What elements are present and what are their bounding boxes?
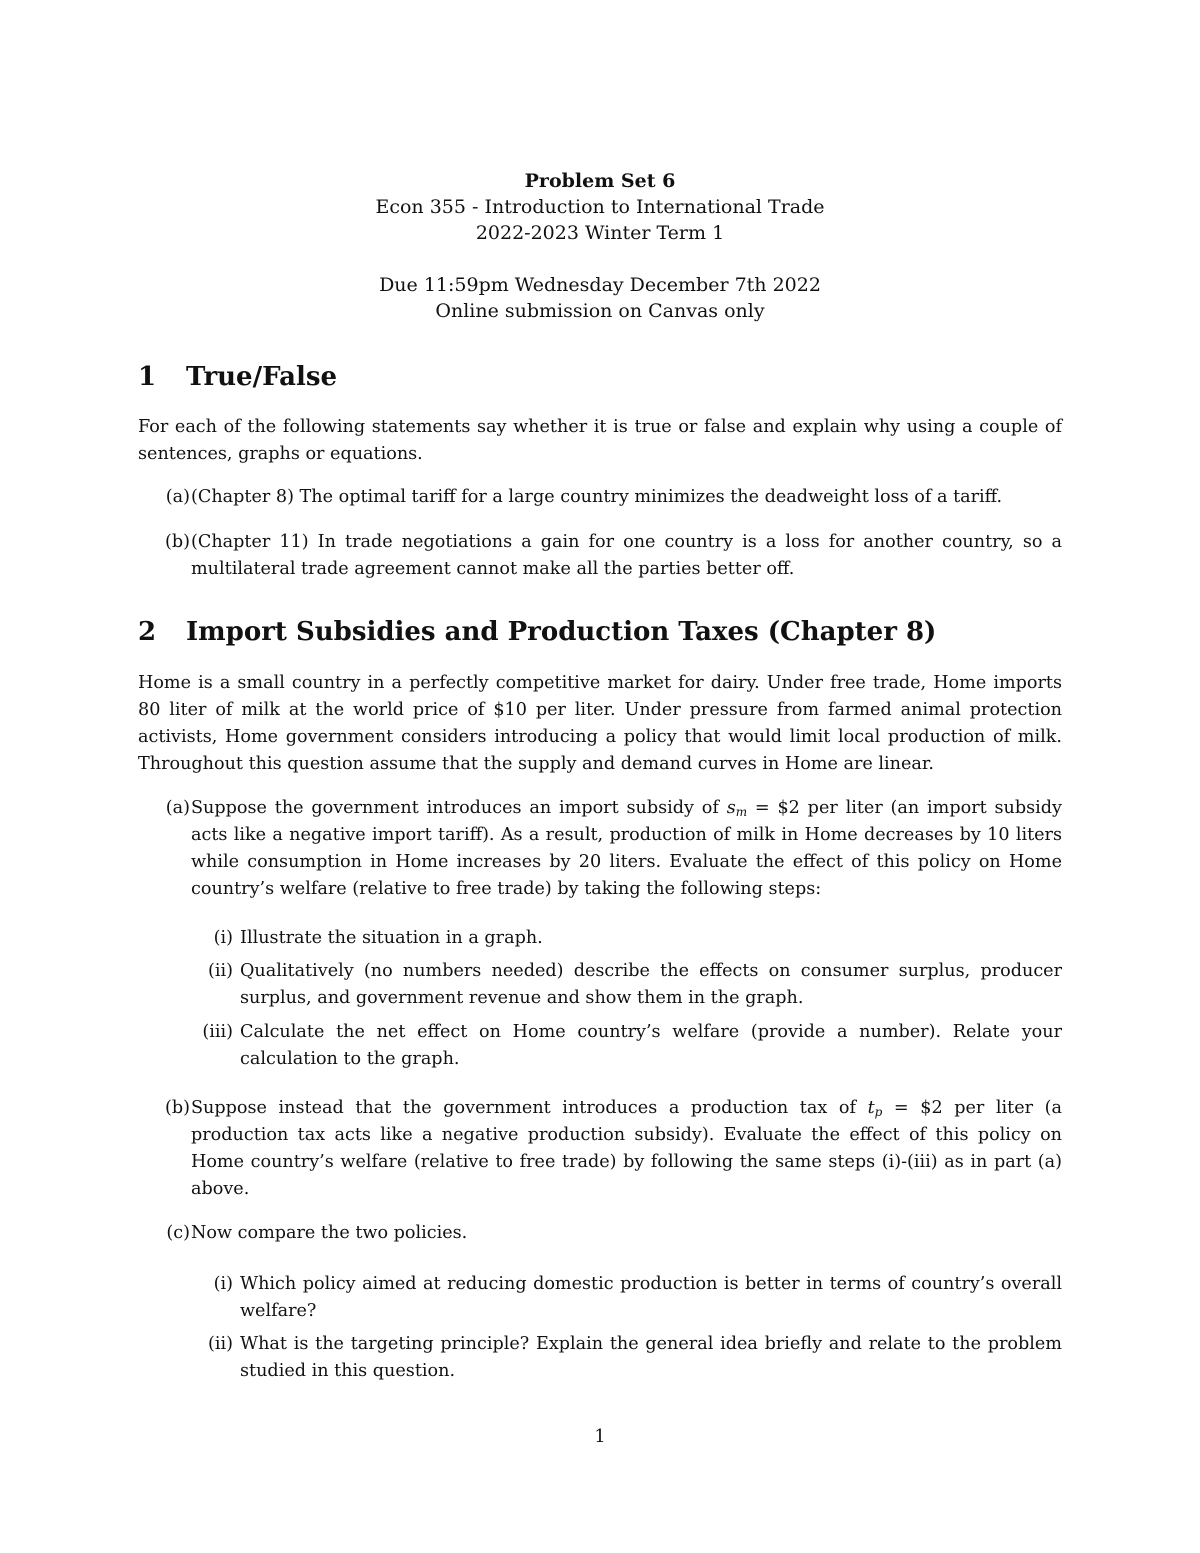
question-a <box>138 795 1062 903</box>
term: 2022-2023 Winter Term 1 <box>475 222 725 244</box>
question-c <box>138 1220 1062 1247</box>
tf-item-b <box>138 529 1062 583</box>
question-a-i-text: Illustrate the situation in a graph. <box>240 928 543 948</box>
tf-item-b-label: (b) <box>165 532 190 552</box>
section-1-heading <box>138 362 337 392</box>
document-header <box>0 168 1200 324</box>
tf-item-a <box>138 484 1062 511</box>
production-tax-symbol: $t_p$ <box>867 1098 883 1119</box>
import-subsidy-symbol: $s_m$ <box>726 798 748 819</box>
question-b <box>138 1095 1062 1203</box>
submission-note: Online submission on Canvas only <box>435 300 765 322</box>
question-a-ii-label: (ii) <box>208 961 233 981</box>
section-1-title: True/False <box>186 362 338 392</box>
question-a-ii <box>191 958 1062 1012</box>
question-c-label: (c) <box>166 1223 190 1243</box>
section-2-intro: Home is a small country in a perfectly competitive market for dairy. Under free trade, Home imports 80 liter of milk at the world price of $10 per liter. Under pressure from farmed animal protection activists, Home government considers introducing a policy that would limit local production of milk. Throughout this question assume that the supply and demand curves in Home are linear. <box>138 673 1062 774</box>
question-a-iii <box>191 1019 1062 1073</box>
section-1-number: 1 <box>138 362 157 392</box>
tf-item-a-label: (a) <box>165 487 190 507</box>
section-2-number: 2 <box>138 617 157 647</box>
due-date: Due 11:59pm Wednesday December 7th 2022 <box>379 274 821 296</box>
section-2-heading <box>138 617 936 647</box>
tf-item-b-text: (Chapter 11) In trade negotiations a gain for one country is a loss for another country, so a multilateral trade agreement cannot make all the parties better off. <box>191 532 1062 579</box>
question-b-text: Suppose instead that the government introduces a production tax of $t_p$ = $2 per liter (a production tax acts like a negative production subsidy). Evaluate the effect of this policy on Home country’s welfare (relative to free trade) by following the same steps (i)-(iii) as in part (a) above. <box>191 1098 1062 1199</box>
page-number: 1 <box>594 1427 606 1447</box>
question-a-iii-text: Calculate the net effect on Home country’s welfare (provide a number). Relate your calculation to the graph. <box>240 1022 1062 1069</box>
problem-set-title: Problem Set 6 <box>524 170 676 192</box>
question-a-i-label: (i) <box>213 928 233 948</box>
question-c-text: Now compare the two policies. <box>191 1223 468 1243</box>
question-c-ii-text: What is the targeting principle? Explain the general idea briefly and relate to the problem studied in this question. <box>240 1334 1062 1381</box>
question-c-i <box>191 1271 1062 1325</box>
section-2-title: Import Subsidies and Production Taxes (Chapter 8) <box>186 617 937 647</box>
question-a-label: (a) <box>165 798 190 818</box>
question-a-text: Suppose the government introduces an import subsidy of $s_m$ = $2 per liter (an import subsidy acts like a negative import tariff). As a result, production of milk in Home decreases by 10 liters while consumption in Home increases by 20 liters. Evaluate the effect of this policy on Home country’s welfare (relative to free trade) by taking the following steps: <box>191 798 1062 899</box>
question-a-i <box>191 925 1062 952</box>
question-c-i-text: Which policy aimed at reducing domestic production is better in terms of country’s overall welfare? <box>240 1274 1062 1321</box>
question-a-iii-label: (iii) <box>202 1022 233 1042</box>
course-name: Econ 355 - Introduction to International Trade <box>375 196 825 218</box>
question-c-i-label: (i) <box>213 1274 233 1294</box>
question-c-ii <box>191 1331 1062 1385</box>
question-b-label: (b) <box>165 1098 190 1118</box>
tf-item-a-text: (Chapter 8) The optimal tariff for a large country minimizes the deadweight loss of a tariff. <box>191 487 1003 507</box>
question-c-ii-label: (ii) <box>208 1334 233 1354</box>
question-a-ii-text: Qualitatively (no numbers needed) describe the effects on consumer surplus, producer surplus, and government revenue and show them in the graph. <box>240 961 1062 1008</box>
section-1-intro: For each of the following statements say whether it is true or false and explain why using a couple of sentences, graphs or equations. <box>138 417 1062 464</box>
